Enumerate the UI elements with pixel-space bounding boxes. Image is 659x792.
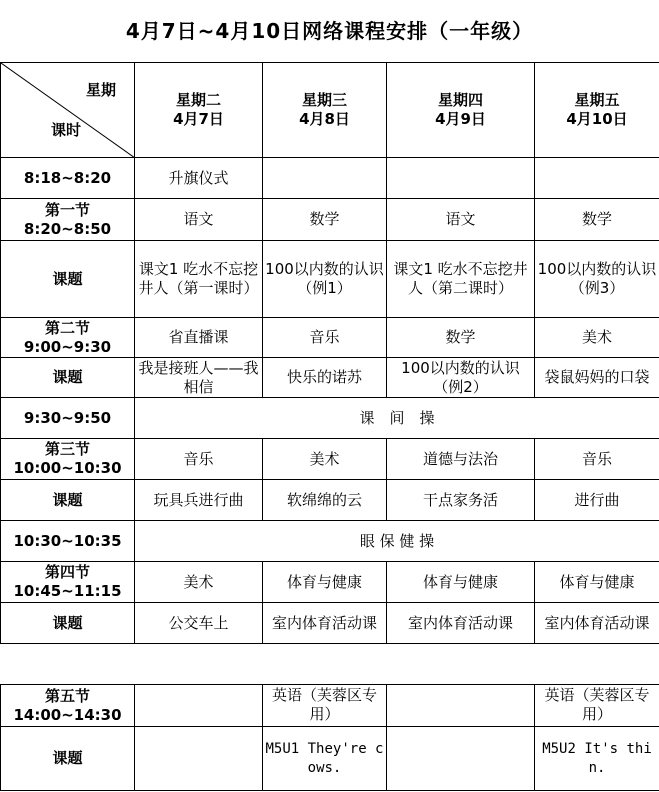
- subject-cell: 体育与健康: [263, 562, 387, 603]
- subject-cell: 数学: [387, 318, 535, 358]
- topic-cell: 课文1 吃水不忘挖井人（第二课时）: [387, 241, 535, 318]
- topic-label: 课题: [1, 241, 135, 318]
- topic-cell: 快乐的诺苏: [263, 358, 387, 398]
- header-row: [1, 63, 659, 158]
- topic-cell: 100以内数的认识（例3）: [535, 241, 659, 318]
- day-header: 星期四 4月9日: [387, 63, 535, 158]
- topic-cell: 进行曲: [535, 480, 659, 521]
- period-cell: 第一节 8:20~8:50: [1, 199, 135, 241]
- subject-text: 英语（芙蓉区专用）: [544, 685, 650, 723]
- diagonal-line: [1, 63, 135, 158]
- page-title: 4月7日~4月10日网络课程安排（一年级）: [125, 19, 534, 43]
- topic-label: 课题: [1, 480, 135, 521]
- schedule-cell: [263, 158, 387, 199]
- topic-row: [1, 603, 659, 644]
- subject-cell: 道德与法治: [387, 439, 535, 480]
- subject-cell: [263, 685, 387, 727]
- corner-week-label: 星期: [85, 81, 116, 99]
- schedule-table: [0, 62, 659, 791]
- topic-cell: 软绵绵的云: [263, 480, 387, 521]
- subject-text: 英语（芙蓉区专用）: [271, 685, 377, 723]
- period-row: [1, 199, 659, 241]
- period-row: [1, 562, 659, 603]
- time-cell: 10:30~10:35: [1, 521, 135, 562]
- topic-cell: 室内体育活动课: [387, 603, 535, 644]
- period-cell: 第二节 9:00~9:30: [1, 318, 135, 358]
- time-cell: 9:30~9:50: [1, 398, 135, 439]
- schedule-cell: [535, 158, 659, 199]
- period-row: [1, 318, 659, 358]
- flag-row: [1, 158, 659, 199]
- topic-cell: 室内体育活动课: [535, 603, 659, 644]
- topic-label: 课题: [1, 727, 135, 791]
- topic-label: 课题: [1, 603, 135, 644]
- day-header: 星期二 4月7日: [135, 63, 263, 158]
- exercise-row: [1, 398, 659, 439]
- subject-cell: 美术: [263, 439, 387, 480]
- corner-period-label: 课时: [51, 121, 82, 139]
- period-cell: 第三节 10:00~10:30: [1, 439, 135, 480]
- subject-cell: 美术: [535, 318, 659, 358]
- topic-cell: [387, 727, 535, 791]
- time-cell: 8:18~8:20: [1, 158, 135, 199]
- topic-row: [1, 241, 659, 318]
- subject-cell: [387, 685, 535, 727]
- subject-cell: 音乐: [263, 318, 387, 358]
- period-row: [1, 439, 659, 480]
- topic-cell: 我是接班人——我相信: [135, 358, 263, 398]
- topic-cell: [135, 727, 263, 791]
- subject-cell: 体育与健康: [387, 562, 535, 603]
- day-header: 星期三 4月8日: [263, 63, 387, 158]
- topic-row: [1, 358, 659, 398]
- subject-cell: 体育与健康: [535, 562, 659, 603]
- topic-cell: 公交车上: [135, 603, 263, 644]
- period-row: [1, 685, 659, 727]
- subject-cell: 省直播课: [135, 318, 263, 358]
- topic-row: [1, 727, 659, 791]
- topic-cell: 100以内数的认识（例1）: [263, 241, 387, 318]
- topic-cell: 课文1 吃水不忘挖井人（第一课时）: [135, 241, 263, 318]
- subject-cell: 语文: [135, 199, 263, 241]
- subject-cell: [535, 685, 659, 727]
- topic-cell: 袋鼠妈妈的口袋: [535, 358, 659, 398]
- topic-cell: 100以内数的认识（例2）: [387, 358, 535, 398]
- schedule-cell: 升旗仪式: [135, 158, 263, 199]
- corner-cell: [1, 63, 135, 158]
- topic-cell: M5U1 They're cows.: [263, 727, 387, 791]
- topic-cell: 玩具兵进行曲: [135, 480, 263, 521]
- topic-cell: 干点家务活: [387, 480, 535, 521]
- subject-cell: 数学: [263, 199, 387, 241]
- topic-cell: M5U2 It's thin.: [535, 727, 659, 791]
- topic-cell: 室内体育活动课: [263, 603, 387, 644]
- schedule-cell: [387, 158, 535, 199]
- subject-cell: 音乐: [535, 439, 659, 480]
- subject-cell: 语文: [387, 199, 535, 241]
- subject-cell: 数学: [535, 199, 659, 241]
- subject-cell: 音乐: [135, 439, 263, 480]
- break-activity-cell: 课 间 操: [135, 398, 659, 439]
- eye-exercise-row: [1, 521, 659, 562]
- spacer-row: [1, 644, 659, 685]
- spacer-cell: [1, 644, 659, 685]
- subject-cell: 美术: [135, 562, 263, 603]
- topic-label: 课题: [1, 358, 135, 398]
- period-cell: 第五节 14:00~14:30: [1, 685, 135, 727]
- topic-row: [1, 480, 659, 521]
- subject-cell: [135, 685, 263, 727]
- day-header: 星期五 4月10日: [535, 63, 659, 158]
- period-cell: 第四节 10:45~11:15: [1, 562, 135, 603]
- break-activity-cell: 眼 保 健 操: [135, 521, 659, 562]
